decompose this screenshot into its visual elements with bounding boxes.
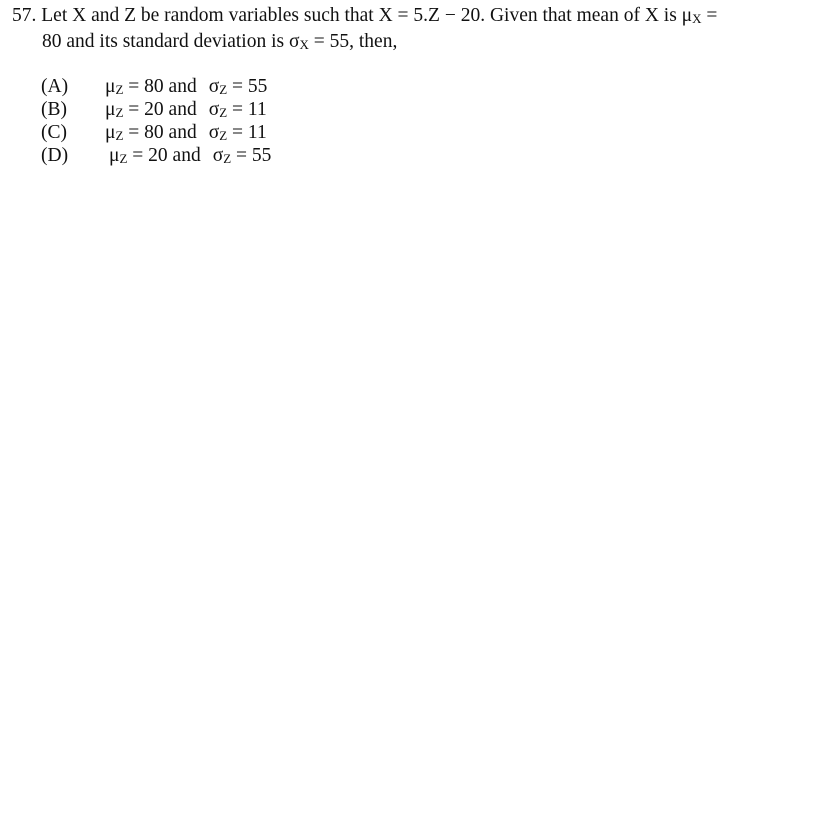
mu-value: = 80 and [123,76,197,97]
mu-subscript: Z [115,105,124,120]
mu-subscript: Z [115,128,124,143]
sigma-subscript: Z [223,151,232,166]
option-label: (C) [41,122,67,143]
sigma-value: = 11 [227,99,267,120]
sigma-subscript: X [299,37,309,52]
question-line-1 [12,4,802,30]
option-label: (A) [41,76,69,97]
option-c [41,121,271,144]
question-text-2-tail: = 55, then, [308,31,398,52]
sigma-value: = 11 [227,122,267,143]
mu-subscript: Z [119,151,128,166]
option-d [41,144,271,167]
sigma-value: = 55 [231,145,272,166]
question-57 [12,4,802,56]
mu-value: = 80 and [123,122,197,143]
sigma-subscript: Z [219,128,228,143]
question-line-2 [12,30,802,56]
sigma-value: = 55 [227,76,268,97]
mu-value: = 20 and [127,145,201,166]
mu-symbol: μ [105,99,116,120]
option-label: (D) [41,145,69,166]
sigma-symbol: σ [288,31,300,52]
answer-options [41,75,271,167]
sigma-symbol: σ [208,122,220,143]
sigma-subscript: Z [219,105,228,120]
question-text-2: 80 and its standard deviation is [42,31,289,52]
sigma-symbol: σ [212,145,224,166]
mu-symbol: μ [681,5,693,26]
question-number: 57. [12,5,37,26]
mu-symbol: μ [109,145,120,166]
option-a [41,75,271,98]
mu-symbol: μ [105,76,116,97]
option-expression [105,144,271,170]
mu-symbol: μ [105,122,116,143]
question-equals: = [701,5,718,26]
sigma-symbol: σ [208,99,220,120]
option-b [41,98,271,121]
sigma-symbol: σ [208,76,220,97]
question-text-1: Let X and Z be random variables such that X = 5.Z − 20. Given that mean of X is [41,5,682,26]
option-label: (B) [41,99,67,120]
mu-value: = 20 and [123,99,197,120]
sigma-subscript: Z [219,82,228,97]
mu-subscript: Z [115,82,124,97]
mu-subscript: X [692,11,702,26]
